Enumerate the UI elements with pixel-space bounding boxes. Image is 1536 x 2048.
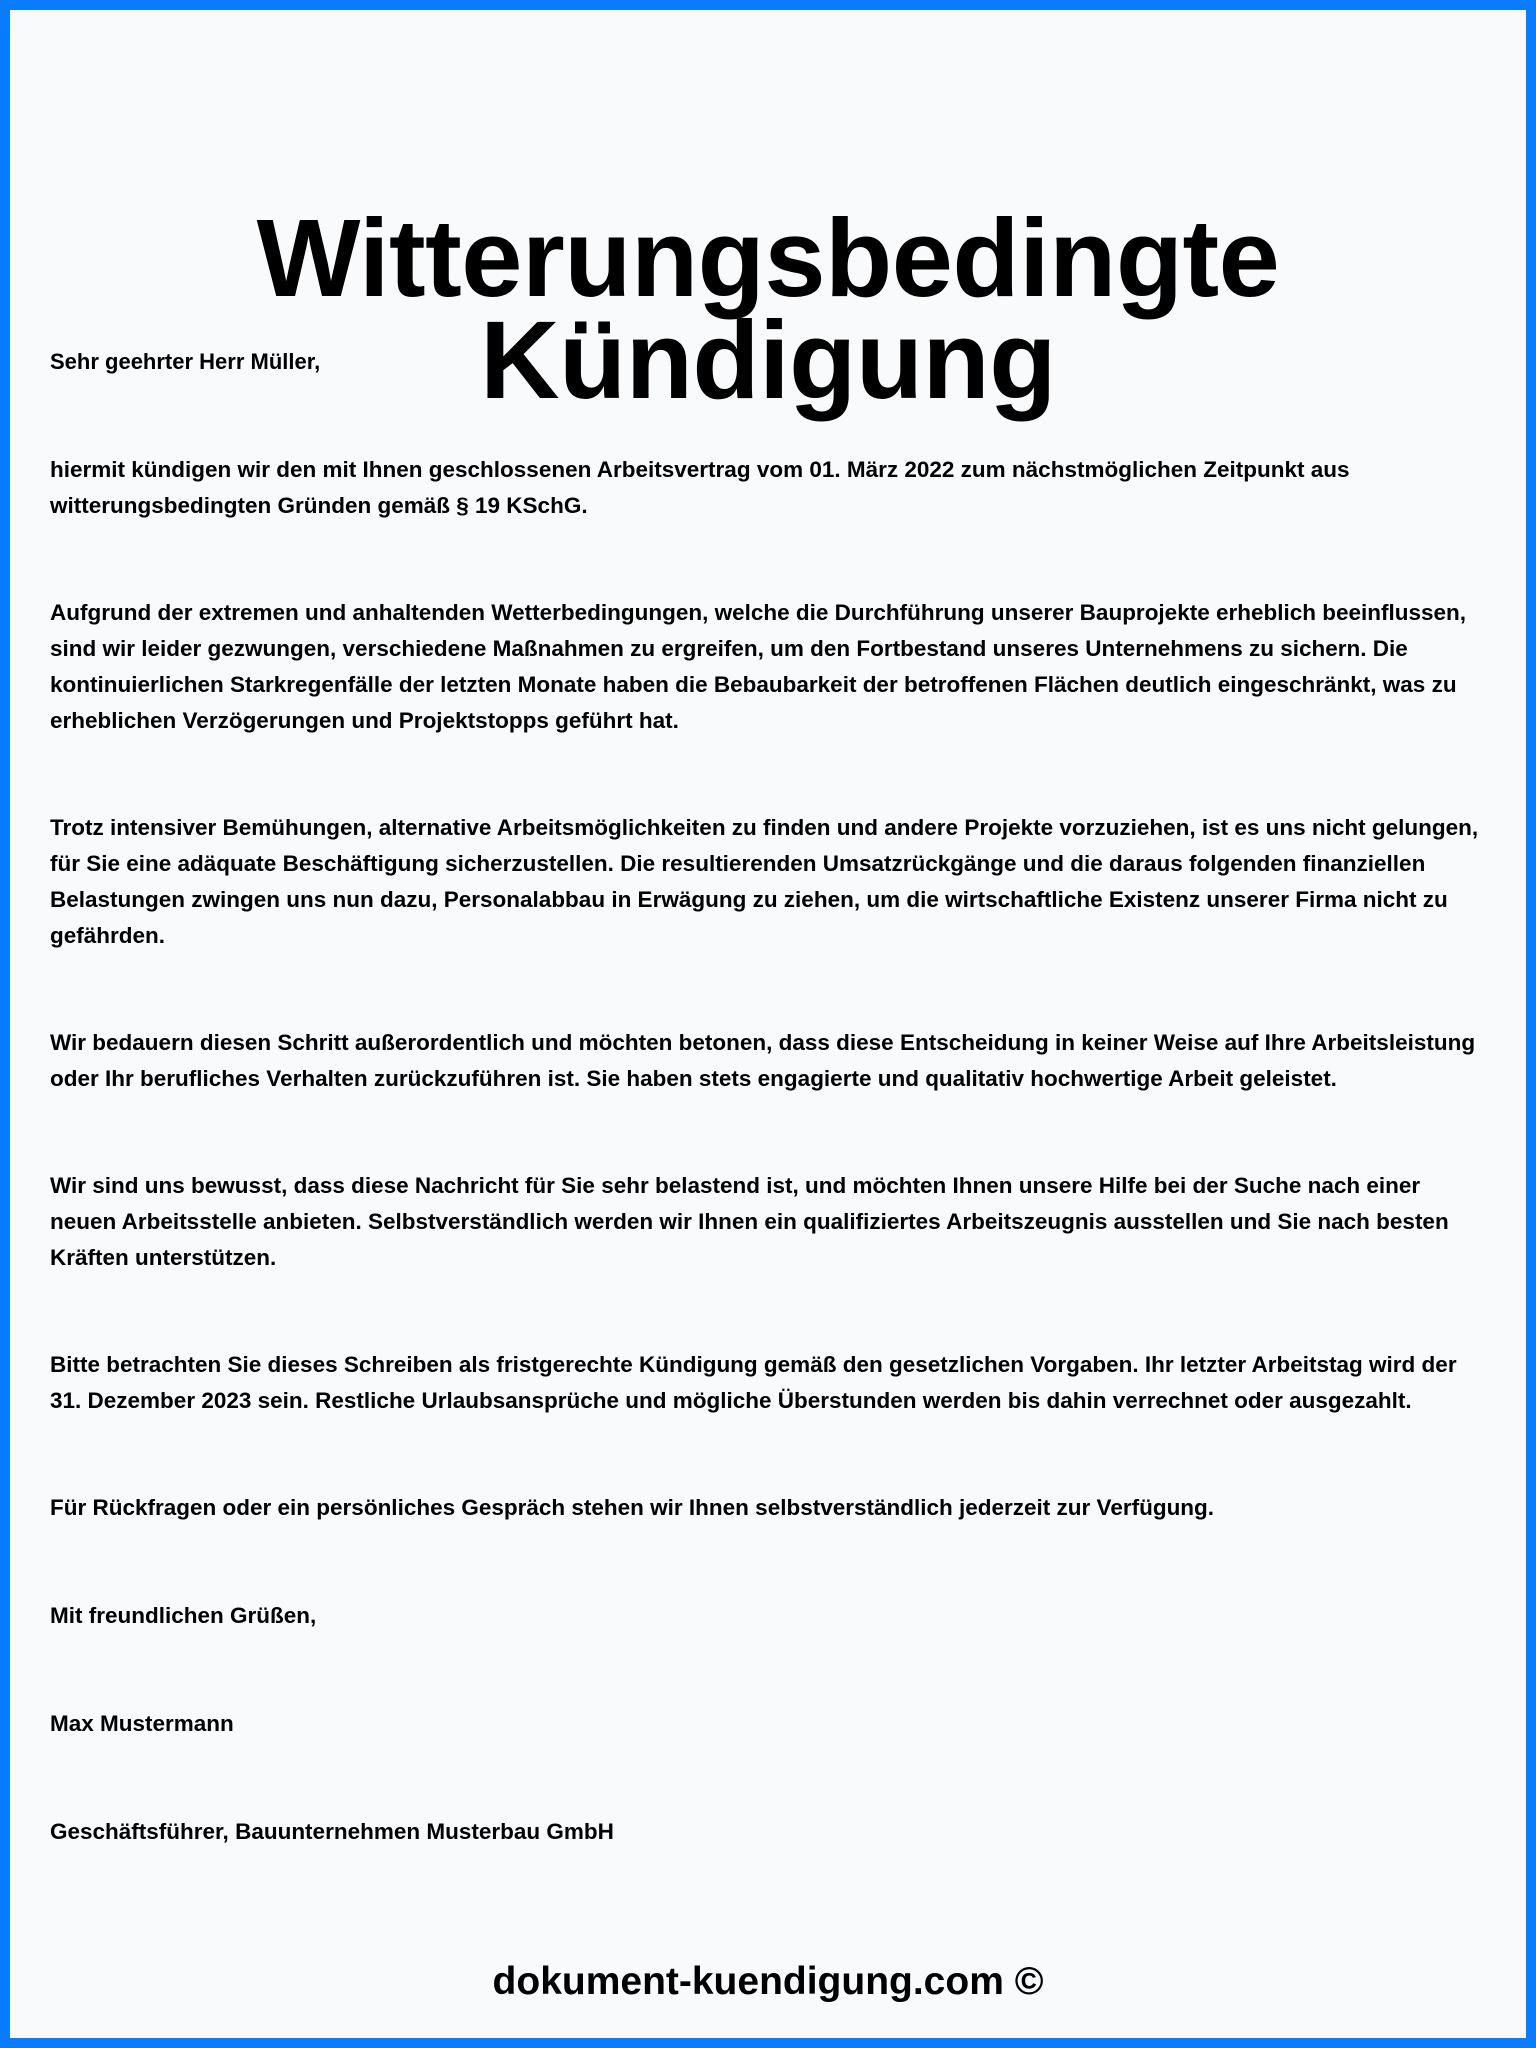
paragraph-support: Wir sind uns bewusst, dass diese Nachricht für Sie sehr belastend ist, und möchten Ihnen unsere Hilfe bei der Suche nach einer neuen Arbeitsstelle anbieten. Selbstverständlich werden wir Ihnen ein qualifiziertes Arbeitszeugnis ausstellen und Sie nach besten Kräften unterstützen. (50, 1173, 1449, 1270)
document-title-line-1: Witterungsbedingte (256, 197, 1280, 320)
paragraph-efforts: Trotz intensiver Bemühungen, alternative Arbeitsmöglichkeiten zu finden und andere Projekte vorzuziehen, ist es uns nicht gelungen, für Sie eine adäquate Beschäftigung sicherzustellen. Die resultierenden Umsatzrückgänge und die daraus folgenden finanziellen Belastungen zwingen uns nun dazu, Personalabbau in Erwägung zu ziehen, um die wirtschaftliche Existenz unserer Firma nicht zu gefährden. (50, 815, 1479, 948)
footer-watermark: dokument-kuendigung.com © (492, 1960, 1044, 2003)
paragraph-contact: Für Rückfragen oder ein persönliches Gespräch stehen wir Ihnen selbstverständlich jederzeit zur Verfügung. (50, 1495, 1215, 1520)
document-title (10, 197, 1526, 422)
signature-role: Geschäftsführer, Bauunternehmen Musterbau GmbH (50, 1819, 614, 1844)
paragraph-intro: hiermit kündigen wir den mit Ihnen geschlossenen Arbeitsvertrag vom 01. März 2022 zum nächstmöglichen Zeitpunkt aus witterungsbedingten Gründen gemäß § 19 KSchG. (50, 457, 1350, 518)
closing: Mit freundlichen Grüßen, (50, 1603, 317, 1628)
paragraph-reason: Aufgrund der extremen und anhaltenden Wetterbedingungen, welche die Durchführung unserer Bauprojekte erheblich beeinflussen, sind wir leider gezwungen, verschiedene Maßnahmen zu ergreifen, um den Fortbestand unseres Unternehmens zu sichern. Die kontinuierlichen Starkregenfälle der letzten Monate haben die Bebaubarkeit der betroffenen Flächen deutlich eingeschränkt, was zu erheblichen Verzögerungen und Projektstopps geführt hat. (50, 600, 1467, 733)
letter-body (50, 452, 1490, 1922)
paragraph-regret: Wir bedauern diesen Schritt außerordentlich und möchten betonen, dass diese Entscheidung in keiner Weise auf Ihre Arbeitsleistung oder Ihr berufliches Verhalten zurückzuführen ist. Sie haben stets engagierte und qualitativ hochwertige Arbeit geleistet. (50, 1030, 1476, 1091)
paragraph-terms: Bitte betrachten Sie dieses Schreiben als fristgerechte Kündigung gemäß den gesetzlichen Vorgaben. Ihr letzter Arbeitstag wird der 31. Dezember 2023 sein. Restliche Urlaubsansprüche und mögliche Überstunden werden bis dahin verrechnet oder ausgezahlt. (50, 1352, 1457, 1413)
salutation: Sehr geehrter Herr Müller, (50, 349, 321, 374)
signature-name: Max Mustermann (50, 1711, 234, 1736)
document-title-line-2: Kündigung (480, 299, 1056, 422)
